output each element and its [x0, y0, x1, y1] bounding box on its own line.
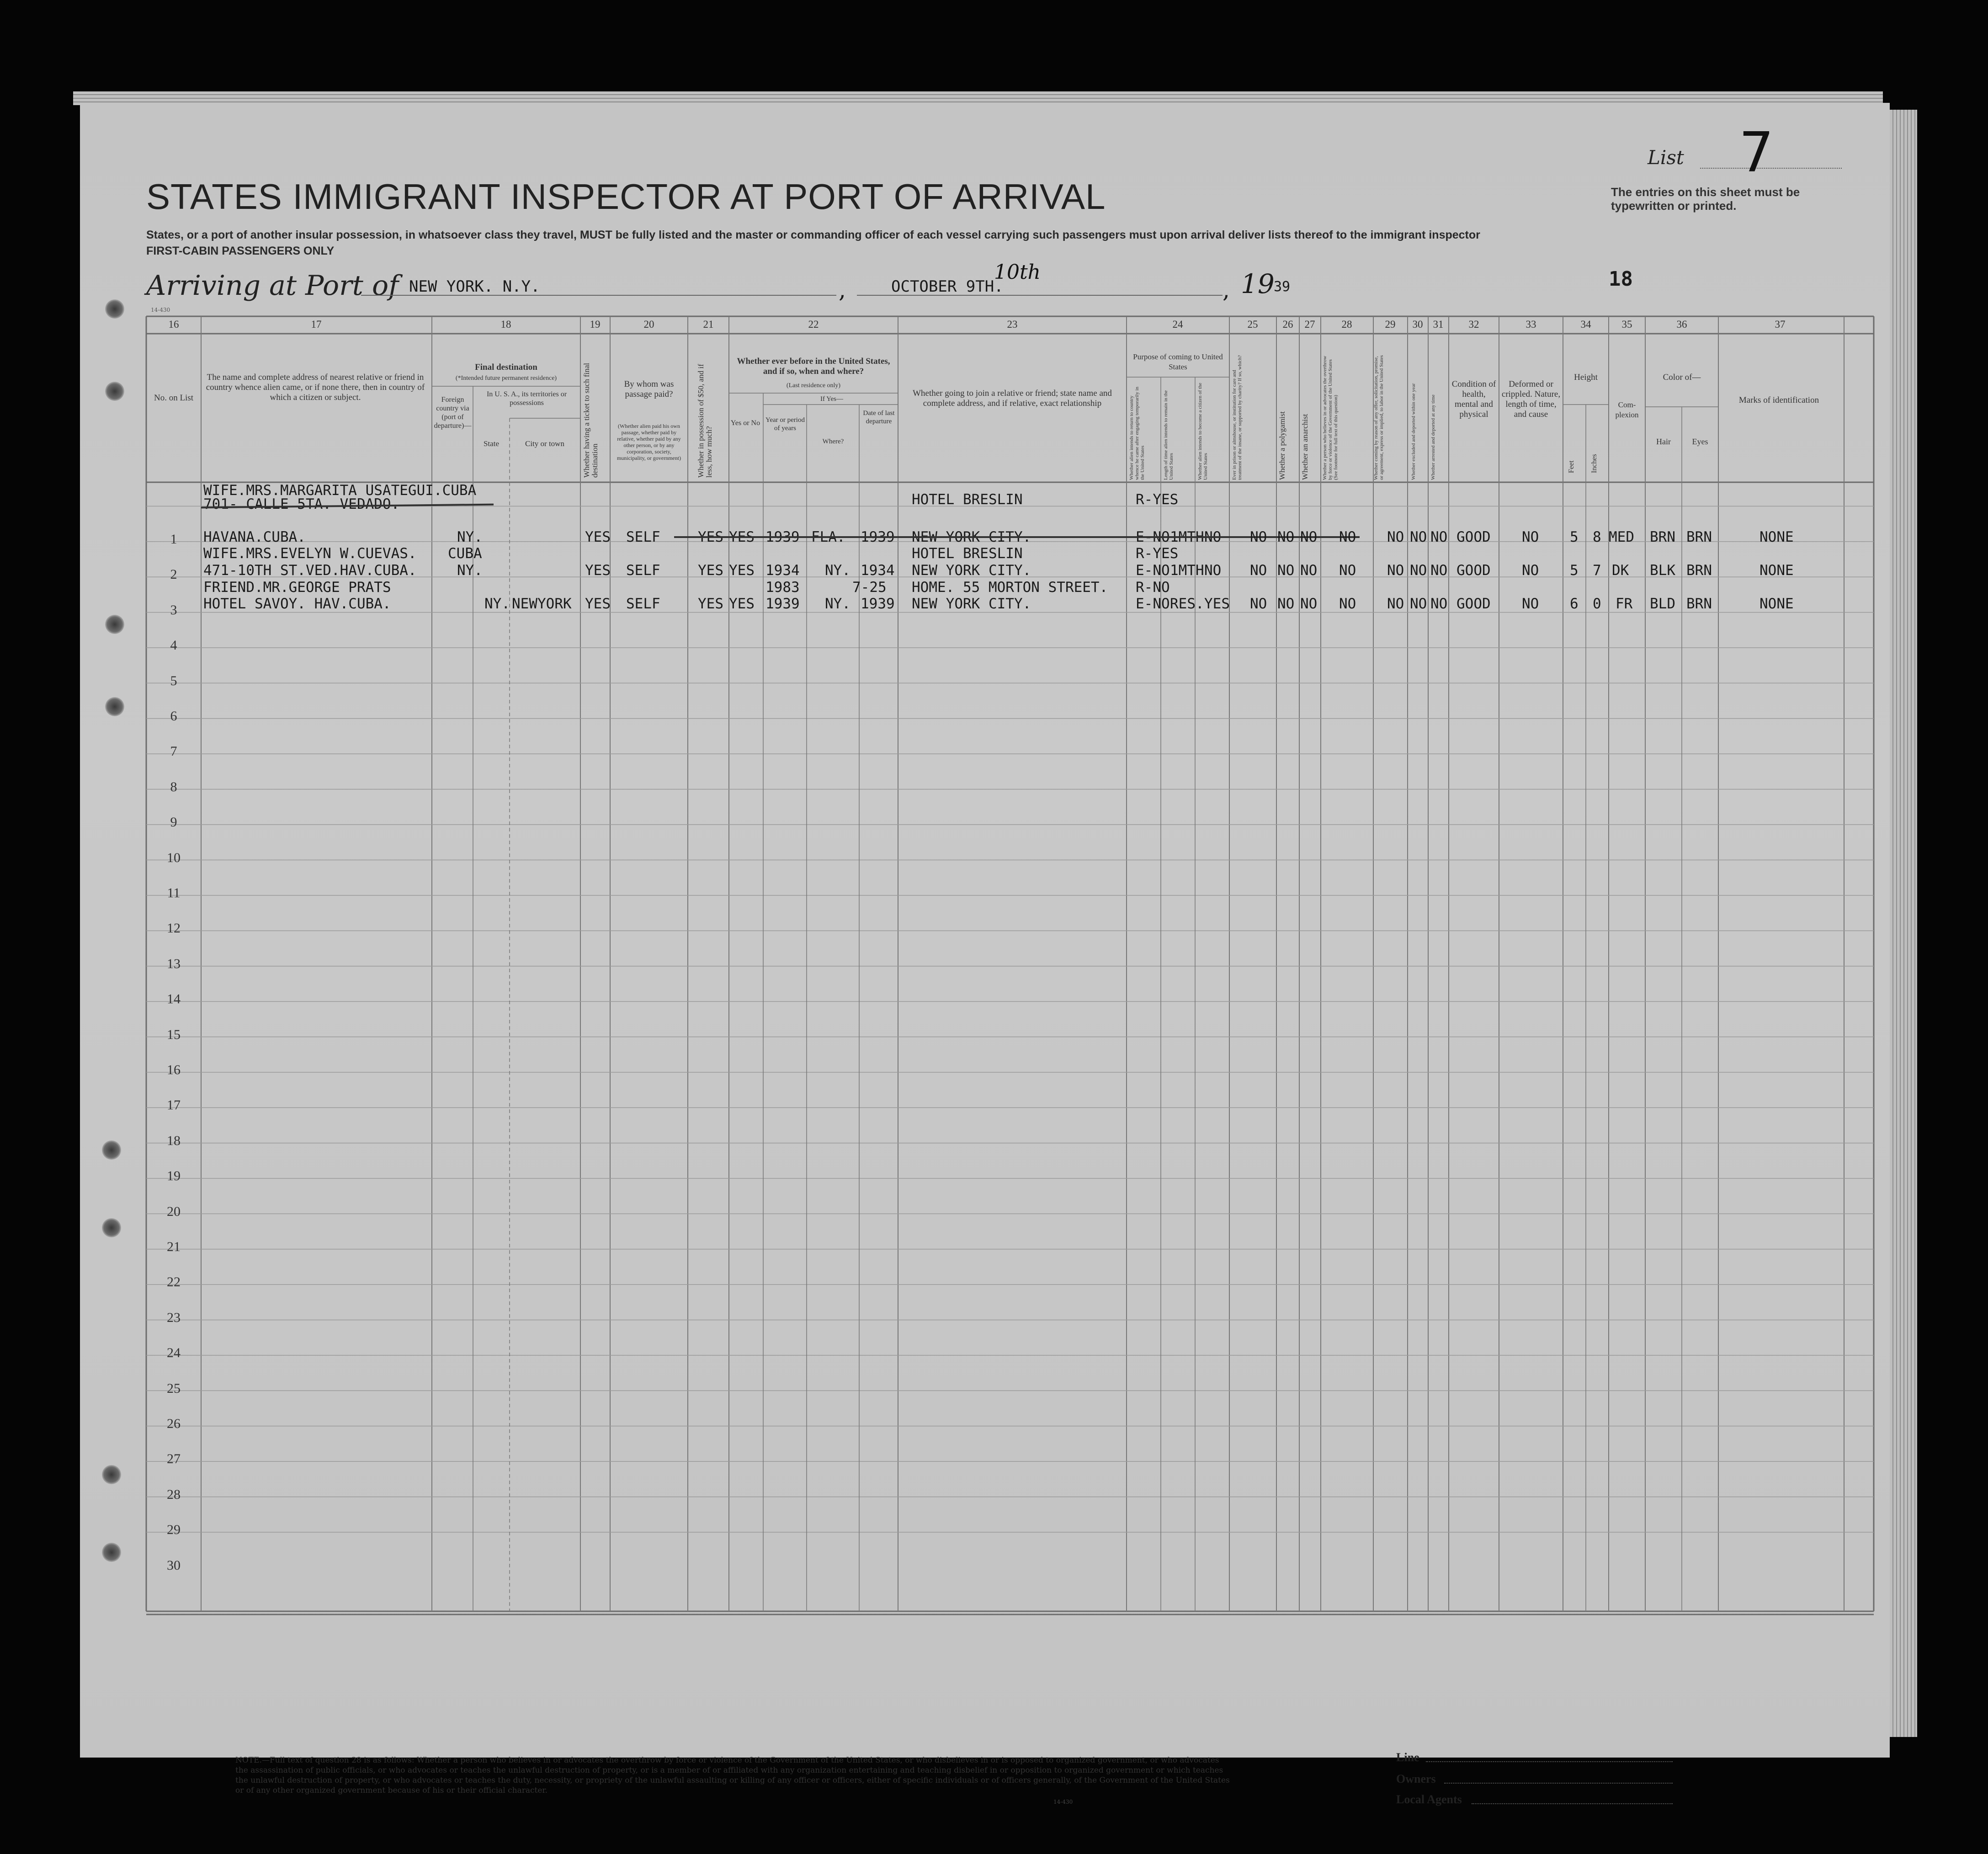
- row-number: 21: [167, 1239, 181, 1254]
- c29: NO: [1387, 529, 1404, 545]
- height-feet: 5: [1570, 529, 1579, 545]
- col26-header: Whether a polygamist: [1278, 411, 1286, 480]
- class-line: FIRST-CABIN PASSENGERS ONLY: [146, 245, 335, 257]
- city: NEWYORK: [512, 596, 572, 612]
- marks: NONE: [1759, 596, 1794, 612]
- row-number: 26: [167, 1416, 181, 1431]
- col18-title: Final destination: [475, 362, 537, 372]
- c25: NO: [1250, 529, 1267, 545]
- arriving-label: Arriving at Port of: [146, 270, 399, 302]
- row-number: 28: [167, 1486, 181, 1502]
- before: YES: [729, 562, 755, 579]
- row-number: 22: [167, 1274, 181, 1290]
- row-number: 25: [167, 1380, 181, 1396]
- column-number: 18: [500, 319, 511, 330]
- local-agents-label: Local Agents: [1396, 1793, 1462, 1806]
- column-number: 36: [1676, 319, 1687, 330]
- where: NY.: [825, 562, 850, 579]
- join-city: NEW YORK CITY.: [912, 562, 1031, 579]
- column-number: 26: [1282, 319, 1293, 330]
- sheet-right-edge: [1890, 110, 1917, 1737]
- row-number: 14: [167, 991, 181, 1007]
- purpose-engage: E-NO: [1136, 596, 1170, 612]
- before: YES: [729, 596, 755, 612]
- join-address: HOTEL BRESLIN: [912, 545, 1023, 562]
- year-prefix: 19: [1241, 268, 1275, 299]
- height-feet: 6: [1570, 596, 1579, 612]
- col32-header: Condition of health, mental and physical: [1451, 379, 1496, 419]
- col35-header: Com-plexion: [1615, 400, 1639, 419]
- col37-header: Marks of identification: [1738, 395, 1819, 405]
- join-city: NEW YORK CITY.: [912, 529, 1031, 545]
- row-number: 24: [167, 1345, 181, 1361]
- col21-header: Whether in possession of $50, and if less, how much?: [696, 364, 713, 478]
- eyes: BRN: [1686, 562, 1712, 579]
- paid-by: SELF: [626, 596, 660, 612]
- column-number: 25: [1247, 319, 1258, 330]
- eyes: BRN: [1686, 529, 1712, 545]
- health: GOOD: [1456, 562, 1491, 579]
- c26: NO: [1277, 596, 1295, 612]
- row-number: 15: [167, 1027, 181, 1042]
- c26: NO: [1277, 529, 1295, 545]
- relative-address: 701- CALLE 5TA. VEDADO.: [203, 496, 400, 512]
- row-number: 13: [167, 956, 181, 971]
- col30-header: Whether excluded and deported within one year: [1411, 383, 1416, 480]
- col24-title: Purpose of coming to United States: [1133, 352, 1223, 371]
- years-earlier: 1983: [765, 579, 800, 596]
- where-earlier: 7-25: [852, 579, 887, 596]
- column-number: 22: [808, 319, 819, 330]
- c31: NO: [1430, 596, 1448, 612]
- col18-us: In U. S. A., its territories or possessions: [486, 390, 567, 407]
- form-code-bottom: 14-430: [1053, 1799, 1073, 1805]
- column-number: 20: [643, 319, 654, 330]
- year-suffix: 39: [1274, 279, 1291, 295]
- complexion: MED: [1609, 529, 1634, 545]
- column-number: 35: [1621, 319, 1632, 330]
- years: 1934: [765, 562, 800, 579]
- column-number: 27: [1304, 319, 1315, 330]
- row-number: 11: [167, 885, 181, 900]
- length-of-stay: 1MTH: [1170, 529, 1204, 545]
- relative-name: WIFE.MRS.MARGARITA USATEGUI.CUBA: [203, 482, 477, 499]
- c28: NO: [1339, 596, 1356, 612]
- col22-subtitle: (Last residence only): [786, 382, 841, 389]
- column-number: 31: [1433, 319, 1444, 330]
- manifest-sheet: [80, 103, 1890, 1806]
- health: GOOD: [1456, 596, 1491, 612]
- paid-by: SELF: [626, 562, 660, 579]
- c29: NO: [1387, 596, 1404, 612]
- row-number: 1: [170, 532, 177, 547]
- c31: NO: [1430, 529, 1448, 545]
- line-signature-line: [1426, 1761, 1673, 1762]
- col22-where: Where?: [822, 438, 844, 445]
- deformed: NO: [1522, 562, 1539, 579]
- col34-feet: Feet: [1568, 460, 1575, 473]
- col22-ifyes: If Yes—: [820, 395, 843, 403]
- footnote: NOTE.—Full text of question 28 is as follows: Whether a person who believes in or advocates the overthrow by force or violence of the Government of the United States, or who disbelieves in or is opposed to organized government, or who advocates the assassination of public officials, or who advocates or teaches the unlawful destruction of property, or is a member of or affiliated with any organization entertaining and teaching disbelief in or opposition to organized government or which teaches the unlawful destruction of property, or who advocates or teaches the duty, necessity, or propriety of the unlawful assaulting or killing of any officer or officers, either of specific individuals or of officers generally, of the Government of the United States or of any other organized government because of his or their official character.: [235, 1756, 1230, 1795]
- height-inches: 0: [1593, 596, 1601, 612]
- hair: BLK: [1650, 562, 1675, 579]
- col29-header: Whether coming by reason of any offer, solicitation, promise, or agreement, express or implied, to labor in the United States: [1373, 355, 1384, 480]
- hair: BLD: [1650, 596, 1675, 612]
- col17-header: The name and complete address of nearest relative or friend in country whence alien came, or if none there, then in country of which a citizen or subject.: [206, 373, 425, 402]
- row-number: 6: [170, 709, 177, 724]
- c26: NO: [1277, 562, 1295, 579]
- marks: NONE: [1759, 562, 1794, 579]
- relative-name: WIFE.MRS.EVELYN W.CUEVAS.: [203, 545, 417, 562]
- purpose-engage: E-NO: [1136, 529, 1170, 545]
- col24-length: Length of time alien intends to remain in the United States: [1163, 390, 1174, 480]
- row-number: 7: [170, 744, 177, 759]
- intends-citizen: YES: [1204, 596, 1230, 612]
- join-address: HOTEL BRESLIN: [912, 491, 1023, 508]
- row-number: 3: [170, 602, 177, 618]
- col25-header: Ever in prison or almshouse, or institution for care and treatment of the insane, or supported by charity? If so, which?: [1232, 355, 1243, 480]
- ticket: YES: [585, 562, 611, 579]
- column-number: 21: [703, 319, 714, 330]
- health: GOOD: [1456, 529, 1491, 545]
- last-departure: 1939: [861, 529, 895, 545]
- height-inches: 8: [1593, 529, 1601, 545]
- ticket: YES: [585, 529, 611, 545]
- col20-subtitle: (Whether alien paid his own passage, whether paid by relative, whether paid by any other person, or by any corporation, society, municipality, or government): [617, 423, 681, 461]
- row-number: 19: [167, 1168, 181, 1184]
- before: YES: [729, 529, 755, 545]
- years: 1939: [765, 596, 800, 612]
- form-code-top: 14-430: [151, 307, 170, 313]
- col34-inches: Inches: [1590, 454, 1598, 473]
- row-number: 16: [167, 1062, 181, 1077]
- column-number: 28: [1341, 319, 1352, 330]
- row-number: 4: [170, 638, 177, 653]
- col18-subtitle: (*Intended future permanent residence): [455, 375, 557, 382]
- col22-date: Date of last departure: [863, 410, 895, 425]
- row-number: 10: [167, 850, 181, 865]
- fifty: YES: [698, 562, 723, 579]
- col34-title: Height: [1574, 373, 1598, 382]
- column-number: 33: [1526, 319, 1536, 330]
- col36-hair: Hair: [1656, 437, 1671, 446]
- row-number: 20: [167, 1204, 181, 1219]
- height-inches: 7: [1593, 562, 1601, 579]
- column-number: 30: [1412, 319, 1423, 330]
- line-label: Line: [1396, 1751, 1419, 1764]
- column-number: 23: [1007, 319, 1018, 330]
- deformed: NO: [1522, 596, 1539, 612]
- agents-signature-line: [1472, 1803, 1673, 1804]
- row-number: 27: [167, 1451, 181, 1467]
- col23-header: Whether going to join a relative or friend; state name and complete address, and if relative, exact relationship: [913, 389, 1112, 408]
- list-label: List: [1648, 146, 1684, 169]
- c25: NO: [1250, 596, 1267, 612]
- ticket: YES: [585, 596, 611, 612]
- page-subtitle: States, or a port of another insular possession, in whatsoever class they travel, MUST be fully listed and the master or commanding officer of each vessel carrying such passengers must upon arrival deliver lists thereof to the immigrant inspector: [146, 229, 1480, 241]
- owners-label: Owners: [1396, 1772, 1436, 1785]
- join-city: NEW YORK CITY.: [912, 596, 1031, 612]
- port-value: NEW YORK. N.Y.: [409, 277, 540, 296]
- paid-by: SELF: [626, 529, 660, 545]
- complexion: DK: [1612, 562, 1629, 579]
- date-value: OCTOBER 9TH.: [891, 277, 1004, 296]
- c31: NO: [1430, 562, 1448, 579]
- row-number: 8: [170, 779, 177, 794]
- intends-citizen: NO: [1204, 562, 1222, 579]
- col18-city: City or town: [525, 439, 564, 448]
- col27-header: Whether an anarchist: [1301, 414, 1309, 480]
- c27: NO: [1300, 562, 1318, 579]
- c29: NO: [1387, 562, 1404, 579]
- last-departure: 1934: [861, 562, 895, 579]
- c27: NO: [1300, 529, 1318, 545]
- c28: NO: [1339, 562, 1356, 579]
- relative-name: FRIEND.MR.GEORGE PRATS: [203, 579, 391, 596]
- hair: BRN: [1650, 529, 1675, 545]
- col18-foreign: Foreign country via (port of departure)—: [434, 396, 472, 430]
- purpose-return: R-NO: [1136, 579, 1170, 596]
- purpose-engage: E-NO: [1136, 562, 1170, 579]
- c25: NO: [1250, 562, 1267, 579]
- list-number: 7: [1739, 121, 1774, 185]
- fifty: YES: [698, 529, 723, 545]
- height-feet: 5: [1570, 562, 1579, 579]
- state: NY.: [457, 562, 483, 579]
- col28-header: Whether a person who believes in or advocates the overthrow by force or violence of the Government of the United States (See footnote for full text of this question): [1322, 356, 1339, 480]
- length-of-stay: RES.: [1170, 596, 1204, 612]
- column-number: 32: [1468, 319, 1479, 330]
- column-number: 29: [1385, 319, 1396, 330]
- marks: NONE: [1759, 529, 1794, 545]
- length-of-stay: 1MTH: [1170, 562, 1204, 579]
- col36-title: Color of—: [1663, 373, 1701, 382]
- where: NY.: [825, 596, 850, 612]
- c27: NO: [1300, 596, 1318, 612]
- relative-address: 471-10TH ST.VED.HAV.CUBA.: [203, 562, 417, 579]
- col22-year: Year or period of years: [765, 416, 805, 432]
- row-number: 12: [167, 921, 181, 936]
- deformed: NO: [1522, 529, 1539, 545]
- col33-header: Deformed or crippled. Nature, length of time, and cause: [1501, 379, 1561, 419]
- last-departure: 1939: [861, 596, 895, 612]
- instructions-text: The entries on this sheet must be typewritten or printed.: [1611, 185, 1800, 213]
- col24-citizen: Whether alien intends to become a citizen of the United States: [1197, 383, 1208, 480]
- col22-title: Whether ever before in the United States, and if so, when and where?: [737, 357, 890, 376]
- column-number: 17: [311, 319, 322, 330]
- c30: NO: [1410, 596, 1427, 612]
- c30: NO: [1410, 529, 1427, 545]
- fifty: YES: [698, 596, 723, 612]
- col20-header: By whom was passage paid?: [624, 379, 674, 399]
- row-number: 29: [167, 1522, 181, 1538]
- row-number: 30: [167, 1557, 181, 1573]
- column-number: 37: [1775, 319, 1786, 330]
- row-number: 18: [167, 1133, 181, 1148]
- col36-eyes: Eyes: [1692, 437, 1708, 446]
- state: NY.: [457, 529, 483, 545]
- relative-address: HOTEL SAVOY. HAV.CUBA.: [203, 596, 391, 612]
- where: FLA.: [811, 529, 845, 545]
- page-title: STATES IMMIGRANT INSPECTOR AT PORT OF ARRIVAL: [146, 176, 1106, 217]
- column-number: 19: [590, 319, 601, 330]
- purpose-return: R-YES: [1136, 545, 1179, 562]
- row-number: 2: [170, 567, 177, 582]
- owners-signature-line: [1444, 1783, 1673, 1784]
- col18-state: State: [484, 439, 499, 448]
- col31-header: Whether arrested and deported at any time: [1430, 394, 1436, 480]
- c30: NO: [1410, 562, 1427, 579]
- column-number: 16: [168, 319, 179, 330]
- column-number: 24: [1172, 319, 1183, 330]
- eyes: BRN: [1686, 596, 1712, 612]
- row-number: 5: [170, 673, 177, 688]
- sheet-number: 18: [1609, 267, 1633, 291]
- foreign-country: CUBA: [448, 545, 482, 562]
- row-number: 23: [167, 1310, 181, 1325]
- row-number: 9: [170, 815, 177, 830]
- complexion: FR: [1616, 596, 1633, 612]
- relative-city: HAVANA.CUBA.: [203, 529, 306, 545]
- c28: NO: [1339, 529, 1356, 545]
- join-address: HOME. 55 MORTON STREET.: [912, 579, 1108, 596]
- date-correction: 10th: [994, 261, 1041, 284]
- table-grid: [80, 103, 1890, 1758]
- state: NY.: [484, 596, 510, 612]
- column-number: 34: [1580, 319, 1591, 330]
- col24-return: Whether alien intends to return to country whence he came after engaging temporarily in the United States: [1129, 386, 1145, 480]
- intends-citizen: NO: [1204, 529, 1222, 545]
- comma: ,: [1223, 277, 1230, 303]
- col19-header: Whether having a ticket to such final destination: [582, 362, 599, 478]
- col16-header: No. on List: [154, 393, 194, 403]
- purpose-return: R-YES: [1136, 491, 1179, 508]
- comma: ,: [839, 277, 846, 303]
- col22-yesno: Yes or No: [730, 419, 760, 427]
- years: 1939: [765, 529, 800, 545]
- row-number: 17: [167, 1097, 181, 1113]
